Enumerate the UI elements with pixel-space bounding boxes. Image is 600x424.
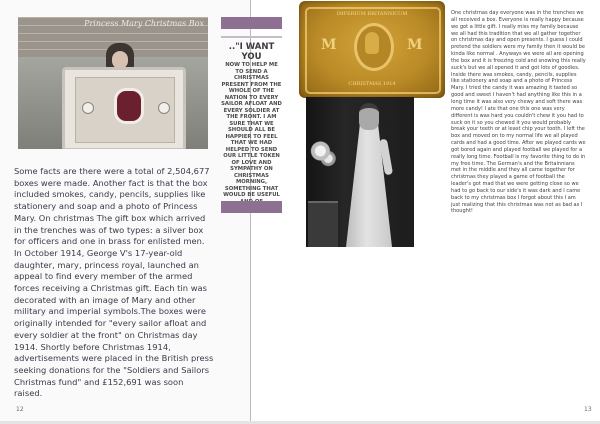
medal-icon	[82, 102, 94, 114]
tin-replica	[62, 67, 186, 149]
portrait-medallion	[114, 88, 144, 124]
monogram-right: M	[407, 37, 423, 53]
facts-paragraph: Some facts are there were a total of 2,504,677 boxes were made. Another fact is that the box included smokes, candy, pencils, supplies like stationery and soap and a photo of Princess Mary. On christmas The gift box which arrived in the trenches was of two types: a silver box for officers and one in brass for enlisted men. In October 1914, George V's 17-year-old daughter, mary, princess royal, launched an appeal to find every member of the armed forces receiving a Christmas gift. Each tin was decorated with an image of Mary and other military and imperial symbols.The boxes were originally intended for "every sailor afloat and every soldier at the front" on Christmas day 1914. Shortly before Christmas 1914, advertisements were placed in the British press seeking donations for the "Soldiers and Sailors Christmas fund" and £152,691 was soon raised.	[14, 166, 214, 399]
page-number-left: 12	[16, 406, 24, 413]
flower-vase	[310, 139, 336, 169]
princess-medallion	[354, 23, 394, 71]
page-number-right: 13	[584, 406, 592, 413]
gold-tin-photo	[299, 1, 445, 98]
tin-inscription-bottom: CHRISTMAS 1914	[348, 81, 396, 87]
diary-paragraph: One christmas day everyone was in the trenches we all received a box. Everyone is really happy because we got a little gift. I really miss my family because we all had this tradition that we all gather together on christmas day and open presents. I guess I could pretend the soldiers were my family then it would be kinda like normal . Anyways we were all are opening the box and it is freezing cold and snowing this really suck's but we all opened it and got lots of goodies. Inside there was smokes, candy, pencils, supplies like stationery and soap and a photo of Princess Mary. I tried the candy it was amazing it tasted so good and sweet I haven't had anything like this in a long time it was also very chewy and soft there was more candy! I ate that one this one was very different is was hard you couldn't chew it you had to suck on it so you chewed it you would probably break your teeth or at least chip your tooth. I left the box and moved on to my normal life we all played cards and had a good time. After we played cards we got bored again and played football we played for a really long time. Football is my favorite thing to do in my free time. The German's and the Britainnians met in the middle and they all came together for christmas they played a game of football the leader's got mad that we were getting close so we had to go back to our side's it was dark and I came back to my christmas box I forgot about this I am just realizing that this christmas was not as bad as I thought!	[451, 10, 586, 215]
accent-bar-bottom	[221, 201, 282, 213]
pull-quote-body: NOW TO HELP ME TO SEND A CHRISTMAS PRESENT FROM THE WHOLE OF THE NATION TO EVERY SAILOR AFLOAT AND EVERY SOLDIER AT THE FRONT. I AM SURE THAT WE SHOULD ALL BE HAPPIER TO FEEL THAT WE HAD HELPED TO SEND OUR LITTLE TOKEN OF LOVE AND SYMPATHY ON CHRISTMAS MORNING, SOMETHING THAT WOULD BE USEFUL	[221, 62, 282, 198]
side-table	[308, 201, 338, 247]
accent-bar-top	[221, 17, 282, 29]
photo-caption: Princess Mary Christmas Box	[84, 19, 204, 28]
princess-mary-photo	[306, 97, 414, 247]
monogram-left: M	[321, 37, 337, 53]
pull-quote	[221, 42, 282, 212]
bust-icon	[365, 32, 379, 54]
pull-quote-lead: .."I WANT YOU	[228, 42, 275, 62]
medal-icon	[158, 102, 170, 114]
left-page	[0, 0, 250, 424]
christmas-box-photo	[18, 17, 208, 149]
quote-divider	[221, 36, 282, 38]
tin-inscription-top: IMPERIUM BRITANNICUM	[336, 11, 408, 17]
princess-head	[359, 103, 379, 130]
